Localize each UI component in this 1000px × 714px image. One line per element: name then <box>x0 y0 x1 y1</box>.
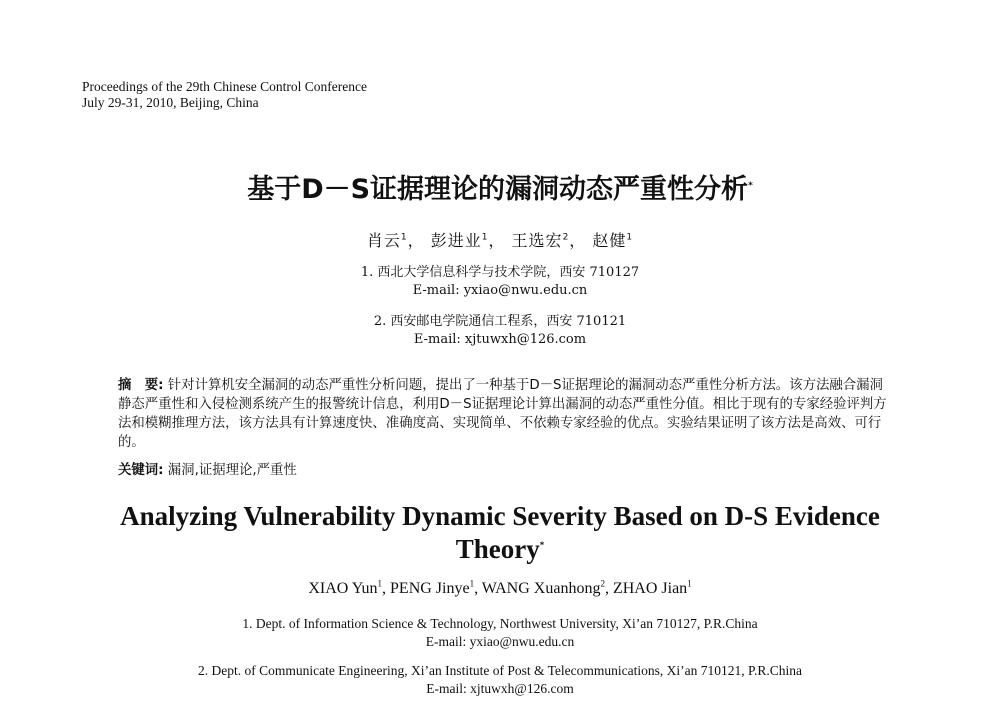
keywords-label: 关键词 <box>118 463 159 478</box>
cn-authors <box>0 228 1000 251</box>
en-title-line2: Theory <box>455 534 540 564</box>
cn-author: 赵健$^1$ <box>592 231 634 250</box>
proceedings-title: Proceedings of the 29th Chinese Control Conference <box>82 79 367 94</box>
cn-paper-title <box>0 167 1000 206</box>
en-paper-title <box>0 500 1000 566</box>
cn-abstract: 摘 要: 针对计算机安全漏洞的动态严重性分析问题，提出了一种基于D－S证据理论的漏洞动态严重性分析方法。该方法融合漏洞静态严重性和入侵检测系统产生的报警统计信息，利用D－S证据理论计算出漏洞的动态严重性分值。相比于现有的专家经验评判方法和模糊推理方法，该方法具有计算速度快、准确度高、实现简单、不依赖专家经验的优点。实验结果证明了该方法是高效、可行的。 <box>118 378 887 450</box>
en-author: PENG Jinye$^1$, <box>390 578 482 597</box>
en-affiliation-line: 1. Dept. of Information Science & Technology, Northwest University, Xi’an 710127, P.R.China <box>242 616 758 631</box>
cn-affiliation-1 <box>0 264 1000 300</box>
en-affiliation-1 <box>0 615 1000 651</box>
en-affiliation-email: E-mail: xjtuwxh@126.com <box>426 681 574 696</box>
cn-title-mark: * <box>748 181 753 191</box>
cn-author: 肖云$^1$， <box>366 231 425 250</box>
abstract-text: 针对计算机安全漏洞的动态严重性分析问题，提出了一种基于D－S证据理论的漏洞动态严重性分析方法。该方法融合漏洞静态严重性和入侵检测系统产生的报警统计信息，利用D－S证据理论计算出漏洞的动态严重性分值。相比于现有的专家经验评判方法和模糊推理方法，该方法具有计算速度快、准确度高、实现简单、不依赖专家经验的优点。实验结果证明了该方法是高效、可行的。 <box>118 378 887 450</box>
abstract-label: 摘 要 <box>118 378 159 393</box>
cn-author: 王选宏$^2$， <box>511 231 587 250</box>
en-author: XIAO Yun$^1$, <box>308 578 391 597</box>
cn-affiliation-email: E-mail: yxiao@nwu.edu.cn <box>412 283 588 298</box>
en-affiliation-line: 2. Dept. of Communicate Engineering, Xi’an Institute of Post & Telecommunications, Xi’an 710121, P.R.China <box>198 663 802 678</box>
en-affiliation-email: E-mail: yxiao@nwu.edu.cn <box>425 634 575 649</box>
en-author: WANG Xuanhong$^2$, <box>481 578 613 597</box>
cn-keywords: 关键词: 漏洞,证据理论,严重性 <box>118 463 297 478</box>
cn-title-text: 基于D－S证据理论的漏洞动态严重性分析 <box>247 174 749 205</box>
keywords-text: 漏洞,证据理论,严重性 <box>167 463 297 478</box>
en-authors <box>0 580 1000 598</box>
cn-affiliation-email: E-mail: xjtuwxh@126.com <box>413 332 587 347</box>
cn-affiliation-line: 2. 西安邮电学院通信工程系，西安 710121 <box>373 314 627 329</box>
cn-affiliation-2 <box>0 313 1000 349</box>
proceedings-header <box>82 79 367 111</box>
en-title-mark: * <box>539 540 545 550</box>
proceedings-date: July 29-31, 2010, Beijing, China <box>82 95 259 110</box>
en-author: ZHAO Jian$^1$ <box>612 578 692 597</box>
en-affiliation-2 <box>0 662 1000 698</box>
en-title-line1: Analyzing Vulnerability Dynamic Severity Based on D-S Evidence <box>120 501 880 531</box>
cn-author: 彭进业$^1$， <box>430 231 506 250</box>
cn-affiliation-line: 1. 西北大学信息科学与技术学院，西安 710127 <box>360 265 640 280</box>
